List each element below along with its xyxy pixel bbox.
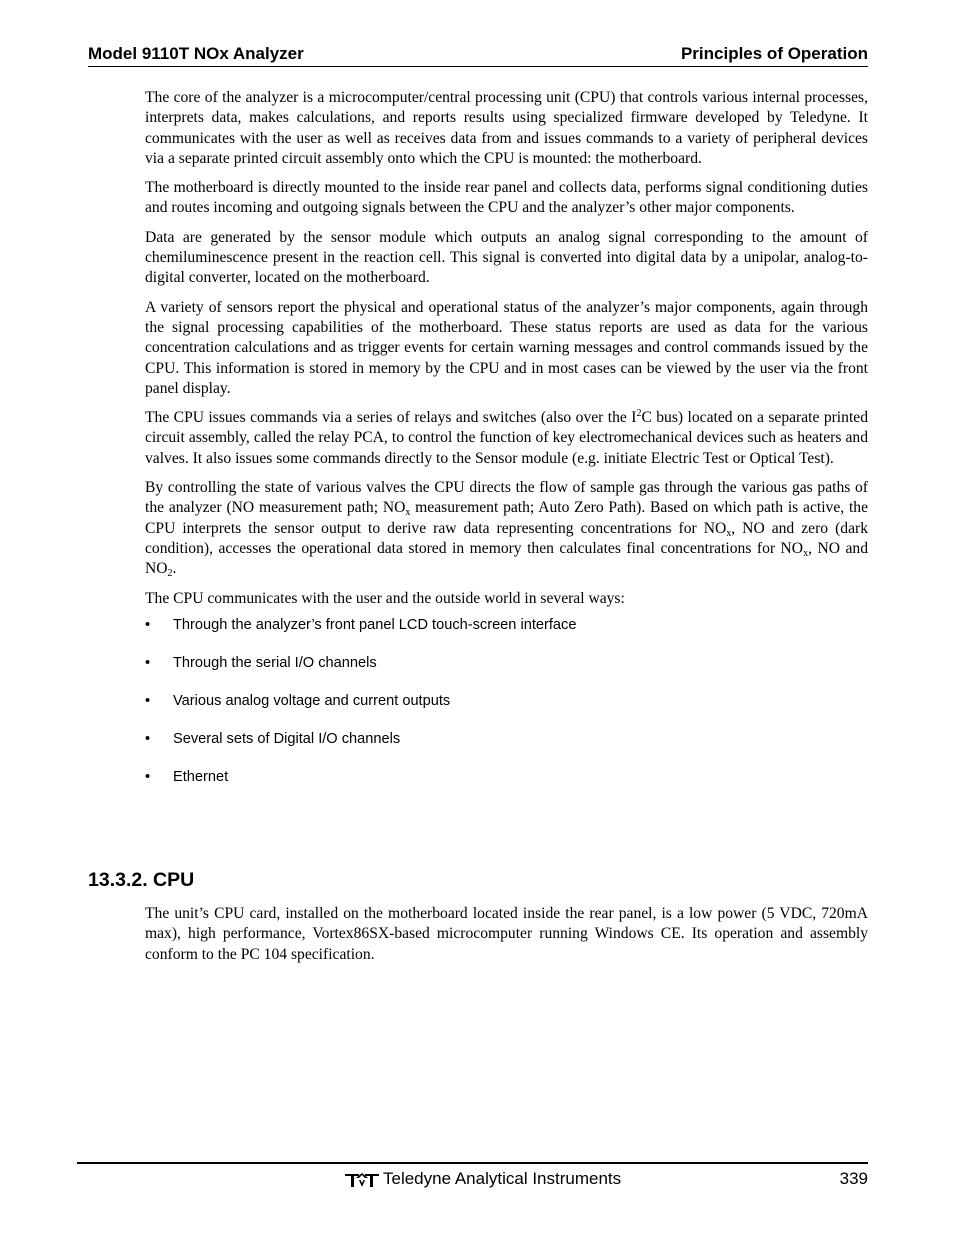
paragraph-data-generation: Data are generated by the sensor module which outputs an analog signal corresponding to the amount of chemiluminescence present in the reaction cell. This signal is converted into digital data by a unipolar, analog-to-digital converter, located on the motherboard. [145, 228, 868, 287]
main-content [145, 88, 868, 802]
company-name: Teledyne Analytical Instruments [383, 1169, 622, 1188]
paragraph-cpu-core: The core of the analyzer is a microcomputer/central processing unit (CPU) that controls various internal processes, interprets data, makes calculations, and reports results using specialized firmware developed by Teledyne. It communicates with the user as well as receives data from and issues commands to a variety of peripheral devices via a separate printed circuit assembly onto which the CPU is mounted: the motherboard. [145, 89, 868, 167]
chapter-title: Principles of Operation [680, 44, 868, 63]
paragraph-sensors: A variety of sensors report the physical and operational status of the analyzer’s major components, again through the signal processing capabilities of the motherboard. These status reports are used as data for the various concentration calculations and as trigger events for certain warning messages and control commands issued by the CPU. This information is stored in memory by the CPU and in most cases can be viewed by the user via the front panel display. [145, 298, 868, 397]
paragraph-motherboard: The motherboard is directly mounted to the inside rear panel and collects data, performs signal conditioning duties and routes incoming and outgoing signals between the CPU and the analyzer’s other major components. [145, 179, 868, 217]
page-footer [345, 1169, 868, 1191]
bullet-marker: • [145, 616, 151, 633]
list-item: • Through the serial I/O channels [145, 654, 377, 671]
footer-divider [77, 1162, 868, 1164]
bullet-marker: • [145, 654, 151, 671]
list-item: • Ethernet [145, 768, 229, 785]
bullet-marker: • [145, 730, 151, 747]
document-title: Model 9110T NOx Analyzer [88, 44, 304, 63]
section-heading: 13.3.2. CPU [88, 869, 195, 891]
list-item: • Through the analyzer’s front panel LCD touch-screen interface [145, 616, 577, 633]
bullet-marker: • [145, 692, 151, 709]
page-header [88, 44, 868, 67]
list-item: • Several sets of Digital I/O channels [145, 730, 401, 747]
paragraph-communication-intro: The CPU communicates with the user and the outside world in several ways: [145, 589, 625, 607]
teledyne-logo-icon [345, 1172, 379, 1188]
communication-list [145, 616, 868, 802]
paragraph-valve-control: By controlling the state of various valves the CPU directs the flow of sample gas through the various gas paths of the analyzer (NO measurement path; $NO_x$ measurement path; Auto Zero Path). Based on which path is active, the CPU interprets the sensor output to derive raw data representing concentrations for $NO_x$, NO and zero (dark condition), accesses the operational data stored in memory then calculates final concentrations for $NO_x$, NO and $NO_2$. [145, 479, 868, 580]
bullet-marker: • [145, 768, 151, 785]
page-number: 339 [839, 1169, 868, 1188]
list-item: • Various analog voltage and current outputs [145, 692, 451, 709]
section-body: The unit’s CPU card, installed on the motherboard located inside the rear panel, is a low power (5 VDC, 720mA max), high performance, Vortex86SX-based microcomputer running Windows CE. Its operation and assembly conform to the PC 104 specification. [145, 905, 868, 963]
paragraph-cpu-commands: The CPU issues commands via a series of relays and switches (also over the $I^2C$ bus) located on a separate printed circuit assembly, called the relay PCA, to control the function of key electromechanical devices such as heaters and valves. It also issues some commands directly to the Sensor module (e.g. initiate Electric Test or Optical Test). [145, 408, 868, 467]
